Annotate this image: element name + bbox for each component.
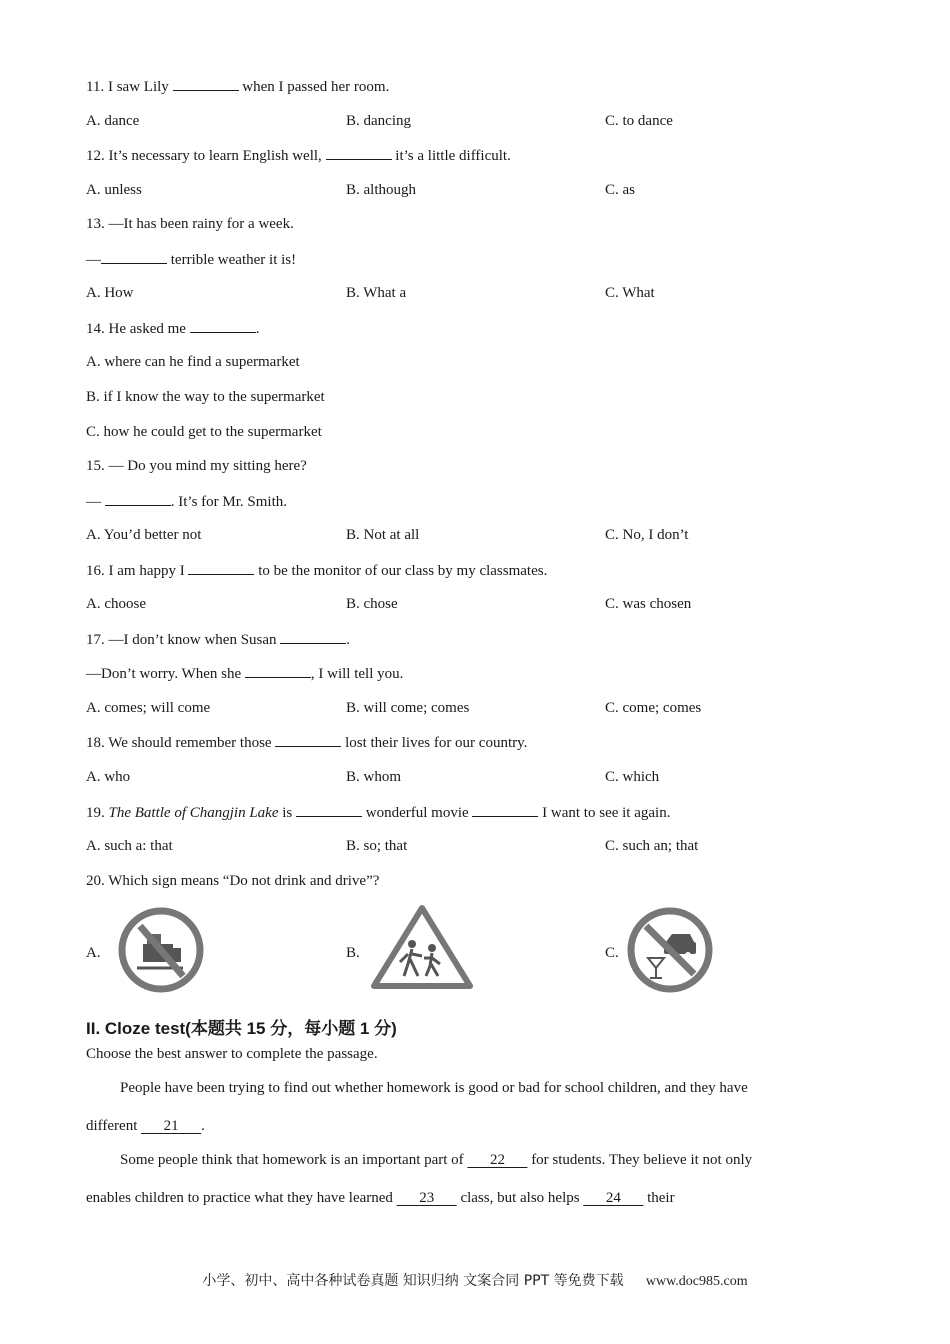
question-text: terrible weather it is! <box>170 252 297 268</box>
option-a[interactable]: A. unless <box>86 182 142 198</box>
option-b[interactable]: B. so; that <box>346 838 408 854</box>
question-15-response <box>86 491 287 512</box>
question-number: 11. <box>86 79 105 95</box>
option-b-label[interactable]: B. <box>346 945 360 961</box>
question-number: 16. <box>86 563 105 579</box>
footer-link[interactable]: www.doc985.com <box>645 1274 748 1289</box>
section-title: II. Cloze test(本题共 15 分，每小题 1 分) <box>86 1019 397 1038</box>
cloze-blank-22[interactable] <box>467 1150 527 1170</box>
answer-blank <box>245 663 311 678</box>
option-b[interactable]: B. Not at all <box>346 527 420 543</box>
question-17-response <box>86 663 403 684</box>
movie-title: The Battle of Changjin Lake <box>108 805 279 821</box>
blank-number: 24 <box>605 1190 621 1206</box>
section-instruction: Choose the best answer to complete the passage. <box>86 1046 378 1062</box>
period: . <box>255 321 260 337</box>
answer-blank <box>326 145 392 160</box>
option-c-label[interactable]: C. <box>605 945 619 961</box>
question-text: He asked me <box>108 321 186 337</box>
paragraph-text: Some people think that homework is an important part of <box>120 1152 464 1168</box>
question-text: — Do you mind my sitting here? <box>108 458 307 474</box>
paragraph-line <box>120 1150 752 1170</box>
cloze-blank-24[interactable] <box>583 1188 643 1208</box>
question-text: Which sign means “Do not drink and drive”? <box>108 873 380 889</box>
question-number: 18. <box>86 735 105 751</box>
question-text: —It has been rainy for a week. <box>108 216 294 232</box>
question-13 <box>86 214 294 234</box>
option-b[interactable]: B. will come; comes <box>346 700 470 716</box>
option-a-label[interactable]: A. <box>86 945 101 961</box>
question-text: I am happy I <box>108 563 185 579</box>
period: . <box>346 632 351 648</box>
question-19 <box>86 802 670 823</box>
question-17 <box>86 629 350 650</box>
page-footer <box>0 1270 950 1290</box>
option-a[interactable]: A. You’d better not <box>86 527 202 543</box>
option-a[interactable]: A. where can he find a supermarket <box>86 354 300 370</box>
question-number: 19. <box>86 805 105 821</box>
answer-blank <box>101 249 167 264</box>
question-text: —Don’t worry. When she <box>86 666 242 682</box>
option-a[interactable]: A. dance <box>86 113 140 129</box>
paragraph-text: enables children to practice what they have learned <box>86 1190 393 1206</box>
option-c[interactable]: C. how he could get to the supermarket <box>86 424 322 440</box>
question-text: when I passed her room. <box>242 79 390 95</box>
question-number: 17. <box>86 632 105 648</box>
question-text: , I will tell you. <box>310 666 404 682</box>
answer-blank <box>173 76 239 91</box>
cloze-blank-23[interactable] <box>397 1188 457 1208</box>
footer-text: 小学、初中、高中各种试卷真题 知识归纳 文案合同 PPT 等免费下载 <box>202 1273 624 1289</box>
paragraph-line: People have been trying to find out whether homework is good or bad for school children, and they have <box>120 1080 748 1096</box>
question-11 <box>86 76 389 97</box>
option-a[interactable]: A. choose <box>86 596 146 612</box>
period: . <box>201 1118 205 1134</box>
cloze-blank-21[interactable] <box>141 1116 201 1136</box>
question-13-response <box>86 249 296 270</box>
option-a[interactable]: A. such a: that <box>86 838 173 854</box>
answer-blank <box>188 560 254 575</box>
dash: — <box>86 252 101 268</box>
question-number: 14. <box>86 321 105 337</box>
option-c[interactable]: C. No, I don’t <box>605 527 689 543</box>
question-16 <box>86 560 547 581</box>
question-text: —I don’t know when Susan <box>108 632 277 648</box>
option-b[interactable]: B. dancing <box>346 113 411 129</box>
question-18 <box>86 732 527 753</box>
pedestrian-warning-sign-icon[interactable] <box>370 904 474 990</box>
question-number: 12. <box>86 148 105 164</box>
question-text: . It’s for Mr. Smith. <box>170 494 288 510</box>
dash: — <box>86 494 101 510</box>
question-text: I saw Lily <box>107 79 169 95</box>
answer-blank <box>472 802 538 817</box>
question-15 <box>86 456 307 476</box>
paragraph-line <box>86 1116 205 1136</box>
question-text: I want to see it again. <box>542 805 671 821</box>
option-c[interactable]: C. to dance <box>605 113 673 129</box>
option-b[interactable]: B. although <box>346 182 416 198</box>
answer-blank <box>296 802 362 817</box>
answer-blank <box>275 732 341 747</box>
no-drink-drive-sign-icon[interactable] <box>626 906 714 994</box>
paragraph-text: their <box>647 1190 675 1206</box>
question-text: to be the monitor of our class by my classmates. <box>258 563 548 579</box>
option-a[interactable]: A. comes; will come <box>86 700 211 716</box>
option-c[interactable]: C. such an; that <box>605 838 699 854</box>
option-a[interactable]: A. How <box>86 285 134 301</box>
paragraph-text: different <box>86 1118 138 1134</box>
answer-blank <box>190 318 256 333</box>
paragraph-text: for students. They believe it not only <box>531 1152 753 1168</box>
blank-number: 23 <box>419 1190 435 1206</box>
option-c[interactable]: C. was chosen <box>605 596 692 612</box>
question-text: is <box>282 805 293 821</box>
question-12 <box>86 145 511 166</box>
question-text: lost their lives for our country. <box>345 735 528 751</box>
answer-blank <box>280 629 346 644</box>
question-number: 15. <box>86 458 105 474</box>
question-text: it’s a little difficult. <box>395 148 511 164</box>
question-text: It’s necessary to learn English well, <box>108 148 322 164</box>
option-c[interactable]: C. which <box>605 769 660 785</box>
option-b[interactable]: B. chose <box>346 596 398 612</box>
option-b[interactable]: B. What a <box>346 285 407 301</box>
option-c[interactable]: C. as <box>605 182 635 198</box>
option-a[interactable]: A. who <box>86 769 131 785</box>
question-20 <box>86 871 379 891</box>
option-b[interactable]: B. if I know the way to the supermarket <box>86 389 325 405</box>
blank-number: 21 <box>163 1118 179 1134</box>
option-b[interactable]: B. whom <box>346 769 402 785</box>
question-text: wonderful movie <box>365 805 469 821</box>
paragraph-text: class, but also helps <box>460 1190 580 1206</box>
question-text: We should remember those <box>108 735 272 751</box>
answer-blank <box>105 491 171 506</box>
paragraph-line <box>86 1188 675 1208</box>
question-number: 20. <box>86 873 105 889</box>
blank-number: 22 <box>489 1152 505 1168</box>
question-14 <box>86 318 259 339</box>
option-c[interactable]: C. What <box>605 285 655 301</box>
option-c[interactable]: C. come; comes <box>605 700 702 716</box>
no-loading-sign-icon[interactable] <box>117 906 205 994</box>
question-number: 13. <box>86 216 105 232</box>
